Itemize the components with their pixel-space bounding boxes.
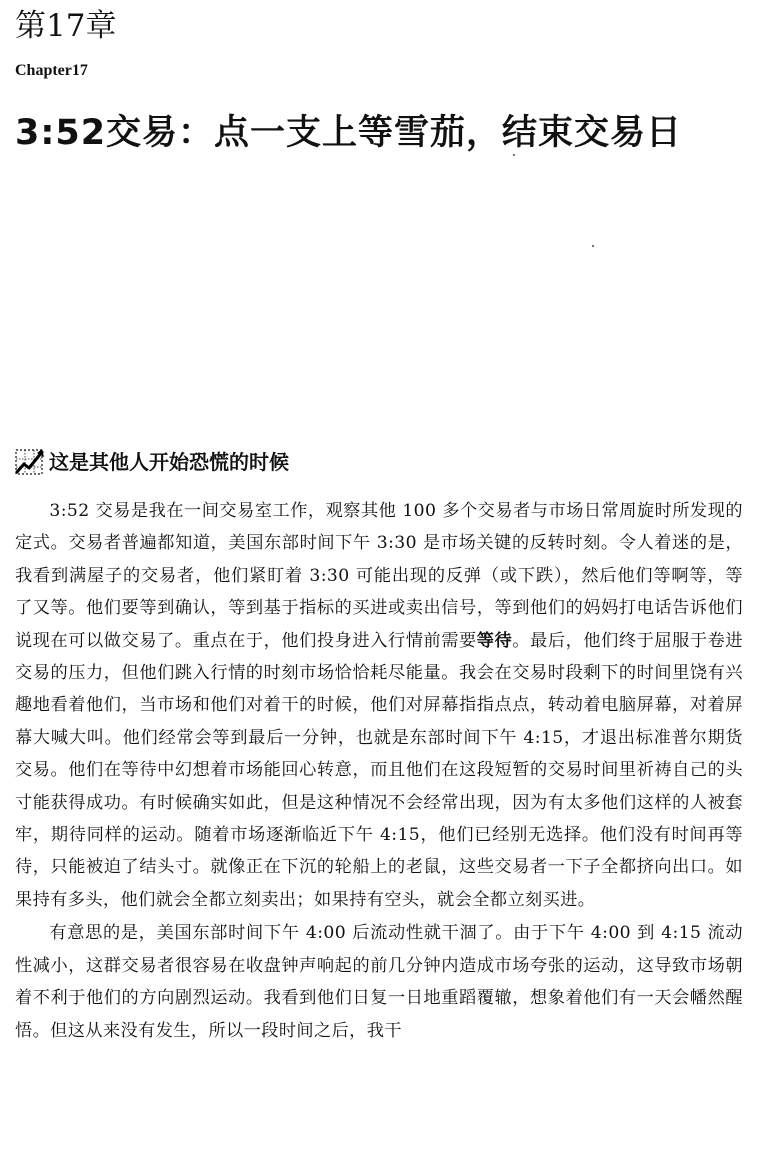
paragraph — [15, 495, 743, 916]
paragraph-text: 3:52 交易是我在一间交易室工作，观察其他 100 多个交易者与市场日常周旋时所发现的定式。交易者普遍都知道，美国东部时间下午 3:30 是市场关键的反转时刻。令人着迷的是，我看到满屋子的交易者，他们紧盯着 3:30 可能出现的反弹（或下跌），然后他们等啊等，等了又等。他们要等到确认，等到基于指标的买进或卖出信号，等到他们的妈妈打电话告诉他们说现在可以做交易了。重点在于，他们投身进入行情前需要 — [15, 501, 743, 651]
section-heading — [15, 447, 289, 477]
print-speck — [513, 154, 515, 156]
section-title: 这是其他人开始恐慌的时候 — [49, 450, 289, 474]
chapter-title: 3:52交易：点一支上等雪茄，结束交易日 — [15, 113, 683, 153]
paragraph: 有意思的是，美国东部时间下午 4:00 后流动性就干涸了。由于下午 4:00 到 4:15 流动性减小，这群交易者很容易在收盘钟声响起的前几分钟内造成市场夸张的运动，这导致市场朝着不利于他们的方向剧烈运动。我看到他们日复一日地重蹈覆辙，想象着他们有一天会幡然醒悟。但这从来没有发生，所以一段时间之后，我干 — [15, 923, 743, 1041]
emphasized-text: 等待 — [476, 630, 513, 651]
chart-trend-icon — [15, 447, 45, 477]
body-text — [15, 495, 743, 1047]
chapter-number: 第17章 — [15, 8, 117, 44]
paragraph-text: 。最后，他们终于屈服于卷进交易的压力，但他们跳入行情的时刻市场恰恰耗尽能量。我会在交易时段剩下的时间里饶有兴趣地看着他们，当市场和他们对着干的时候，他们对屏幕指指点点，转动着电脑屏幕，对着屏幕大喊大叫。他们经常会等到最后一分钟，也就是东部时间下午 4:15，才退出标准普尔期货交易。他们在等待中幻想着市场能回心转意，而且他们在这段短暂的交易时间里祈祷自己的头寸能获得成功。有时候确实如此，但是这种情况不会经常出现，因为有太多他们这样的人被套牢，期待同样的运动。随着市场逐渐临近下午 4:15，他们已经别无选择。他们没有时间再等待，只能被迫了结头寸。就像正在下沉的轮船上的老鼠，这些交易者一下子全都挤向出口。如果持有多头，他们就会全都立刻卖出；如果持有空头，就会全都立刻买进。 — [15, 630, 744, 910]
print-speck — [592, 245, 594, 247]
chapter-english-label: Chapter17 — [15, 62, 88, 79]
